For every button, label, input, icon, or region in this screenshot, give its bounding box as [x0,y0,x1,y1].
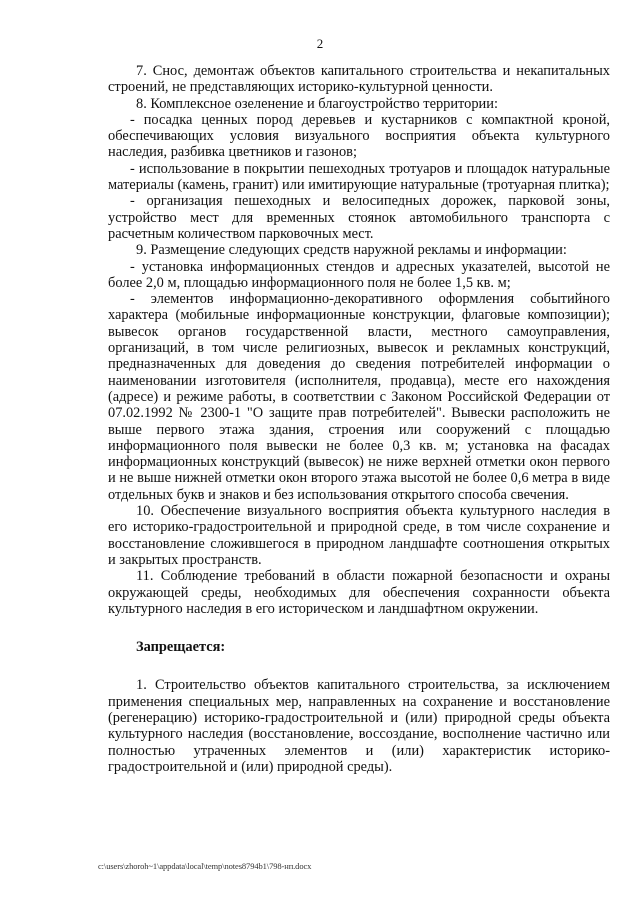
footer-file-path: c:\users\zhoroh~1\appdata\local\temp\notes8794b1\798-нп.docx [98,861,312,871]
paragraph-item-10: 10. Обеспечение визуального восприятия объекта культурного наследия в его историко-градостроительной и природной среде, в том числе сохранение и восстановление сложившегося в природном ландшафте соотношения открытых и закрытых пространств. [108,503,610,568]
section-heading: Запрещается: [136,639,226,656]
prohibited-item-1: 1. Строительство объектов капитального строительства, за исключением применения специальных мер, направленных на сохранение и восстановление (регенерацию) историко-градостроительной и (или) природной среды объекта культурного наследия (восстановление, воссоздание, восполнение частично или полностью утраченных элементов и (или) характеристик историко-градостроительной и (или) природной среды). [108,677,610,775]
list-item: - установка информационных стендов и адресных указателей, высотой не более 2,0 м, площадью информационного поля не более 1,5 кв. м; [108,258,610,291]
paragraph-item-7: 7. Снос, демонтаж объектов капитального строительства и некапитальных строений, не представляющих историко-культурной ценности. [108,63,610,96]
page-number: 2 [316,36,324,51]
document-body [108,63,610,775]
list-item: - организация пешеходных и велосипедных дорожек, парковой зоны, устройство мест для временных стоянок автомобильного транспорта с расчетным количеством парковочных мест. [108,193,610,242]
paragraph-item-11: 11. Соблюдение требований в области пожарной безопасности и охраны окружающей среды, необходимых для обеспечения сохранности объекта культурного наследия в его историческом и ландшафтном окружении. [108,568,610,617]
list-item: - элементов информационно-декоративного оформления событийного характера (мобильные информационные конструкции, флаговые композиции); вывесок органов государственной власти, местного самоуправления, организаций, в том числе религиозных, вывесок и рекламных конструкций, предназначенных для доведения до сведения потребителей информации о наименовании изготовителя (исполнителя, продавца), месте его нахождения (адресе) и режиме работы, в соответствии с Законом Российской Федерации от 07.02.1992 № 2300-1 "О защите прав потребителей". Вывески расположить не выше первого этажа здания, строения или сооружений с площадью информационного поля вывески не более 0,3 кв. м; установка на фасадах информационных конструкций (вывесок) не ниже верхней отметки окон первого и не выше нижней отметки окон второго этажа высотой не более 0,6 метра в виде отдельных букв и знаков и без использования открытого способа свечения. [108,291,610,503]
list-item: - использование в покрытии пешеходных тротуаров и площадок натуральные материалы (камень, гранит) или имитирующие натуральные (тротуарная плитка); [108,160,610,194]
paragraph-item-8: 8. Комплексное озеленение и благоустройство территории: [136,95,498,112]
list-item: - посадка ценных пород деревьев и кустарников с компактной кроной, обеспечивающих условия визуального восприятия объекта культурного наследия, разбивка цветников и газонов; [108,111,610,161]
paragraph-item-9: 9. Размещение следующих средств наружной рекламы и информации: [136,242,567,259]
